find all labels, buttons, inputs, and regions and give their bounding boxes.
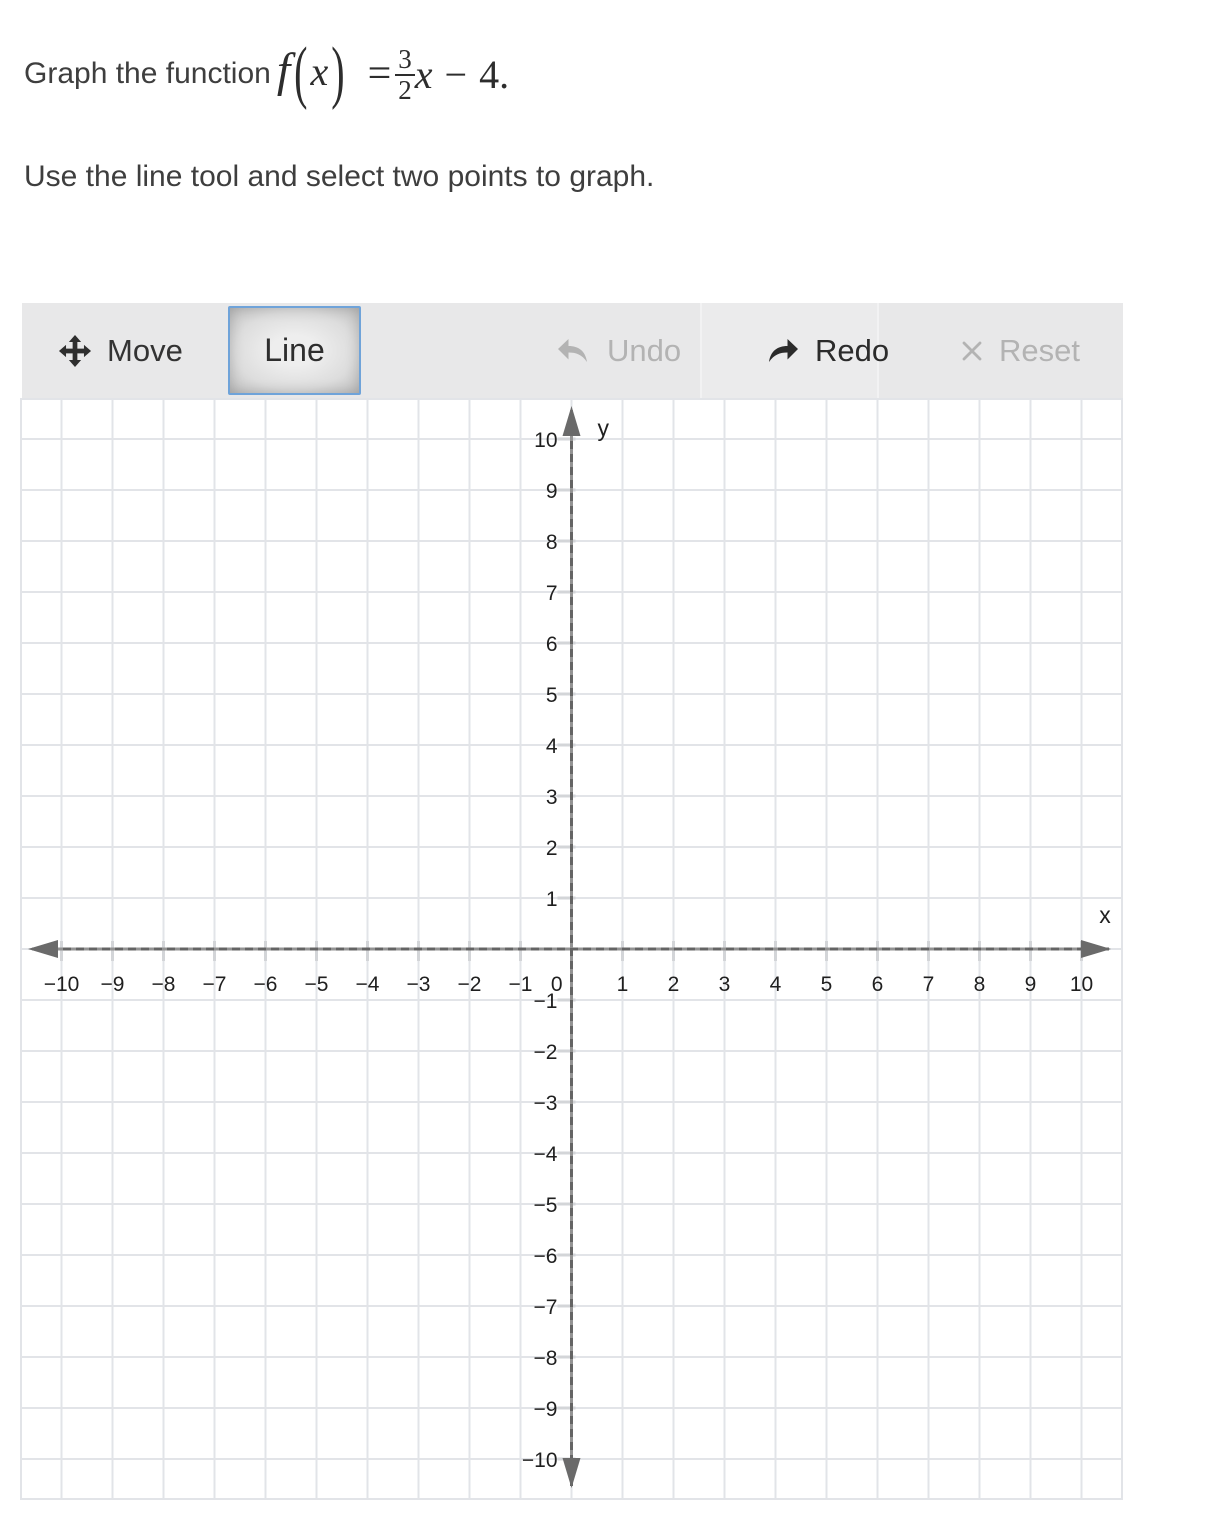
redo-button[interactable] (764, 303, 889, 398)
x-tick-label: −4 (355, 973, 380, 996)
y-tick-label: 3 (545, 786, 558, 809)
move-tool-button[interactable] (58, 303, 183, 398)
x-tick-label: −3 (406, 973, 431, 996)
y-tick-label: 7 (545, 582, 558, 605)
y-tick-label: −4 (533, 1143, 558, 1166)
question-prompt (24, 30, 509, 118)
formula-f: f (276, 43, 291, 97)
toolbar-divider (700, 303, 702, 398)
undo-button-disabled[interactable] (556, 303, 681, 398)
x-tick-label: −5 (304, 973, 329, 996)
y-tick-label: −9 (533, 1398, 558, 1421)
y-axis-letter: y (597, 415, 609, 441)
x-tick-label: 10 (1069, 973, 1094, 996)
graph-toolbar (22, 303, 1123, 398)
x-tick-label: −1 (508, 973, 533, 996)
x-tick-label: −6 (253, 973, 278, 996)
x-tick-label: 2 (667, 973, 680, 996)
x-tick-label: 5 (820, 973, 833, 996)
reset-x-icon (960, 339, 984, 363)
minus-sign: − (444, 51, 468, 97)
redo-label: Redo (815, 332, 890, 368)
formula-x-var: x (414, 51, 433, 97)
fraction-denominator: 2 (395, 74, 415, 105)
reset-button-disabled[interactable] (960, 303, 1080, 398)
y-tick-label: 8 (545, 531, 558, 554)
arrow-up (563, 406, 581, 436)
prompt-text: Graph the function (24, 57, 271, 90)
redo-icon (764, 336, 800, 366)
move-label: Move (107, 332, 183, 368)
y-tick-label: −7 (533, 1296, 558, 1319)
x-tick-label: −8 (151, 973, 176, 996)
y-tick-label: −3 (533, 1092, 558, 1115)
y-tick-label: 6 (545, 633, 558, 656)
x-tick-label: 6 (871, 973, 884, 996)
y-tick-label: −6 (533, 1245, 558, 1268)
y-tick-label: −2 (533, 1041, 558, 1064)
right-paren: ) (331, 31, 345, 111)
x-tick-label: 7 (922, 973, 935, 996)
y-tick-label: −10 (521, 1449, 558, 1472)
arrow-left (28, 940, 58, 958)
arrow-right (1081, 940, 1111, 958)
x-tick-label: 3 (718, 973, 731, 996)
fraction-three-halves (395, 45, 415, 105)
x-tick-label: −9 (100, 973, 125, 996)
x-tick-label: 8 (973, 973, 986, 996)
origin-label: 0 (550, 973, 563, 996)
x-tick-label: 1 (616, 973, 629, 996)
line-tool-button-selected[interactable] (228, 306, 361, 395)
x-tick-label: 9 (1024, 973, 1037, 996)
x-tick-label: −2 (457, 973, 482, 996)
formula-constant: 4. (479, 51, 510, 97)
move-icon (58, 334, 92, 368)
y-tick-label: −8 (533, 1347, 558, 1370)
undo-icon (556, 336, 592, 366)
arrow-down (563, 1458, 581, 1488)
fraction-numerator: 3 (398, 43, 412, 74)
y-tick-label: 1 (545, 888, 558, 911)
formula-x-arg: x (310, 48, 329, 94)
y-tick-label: −5 (533, 1194, 558, 1217)
y-tick-label: 9 (545, 480, 558, 503)
y-tick-label: 2 (545, 837, 558, 860)
equals-sign: = (367, 51, 392, 97)
graph-canvas[interactable] (20, 398, 1123, 1500)
line-label: Line (264, 332, 325, 368)
reset-label: Reset (999, 332, 1080, 368)
function-formula (271, 31, 510, 111)
y-tick-label: 10 (534, 429, 558, 452)
y-tick-label: 4 (545, 735, 558, 758)
undo-label: Undo (607, 332, 682, 368)
y-tick-label: 5 (545, 684, 558, 707)
left-paren: ( (294, 31, 308, 111)
x-tick-label: 4 (769, 973, 782, 996)
instruction-text: Use the line tool and select two points to graph. (24, 160, 655, 193)
x-tick-label: −10 (43, 973, 80, 996)
x-axis-letter: x (1099, 902, 1111, 928)
y-tick-label: −1 (533, 990, 558, 1013)
coordinate-grid (20, 398, 1123, 1500)
x-tick-label: −7 (202, 973, 227, 996)
